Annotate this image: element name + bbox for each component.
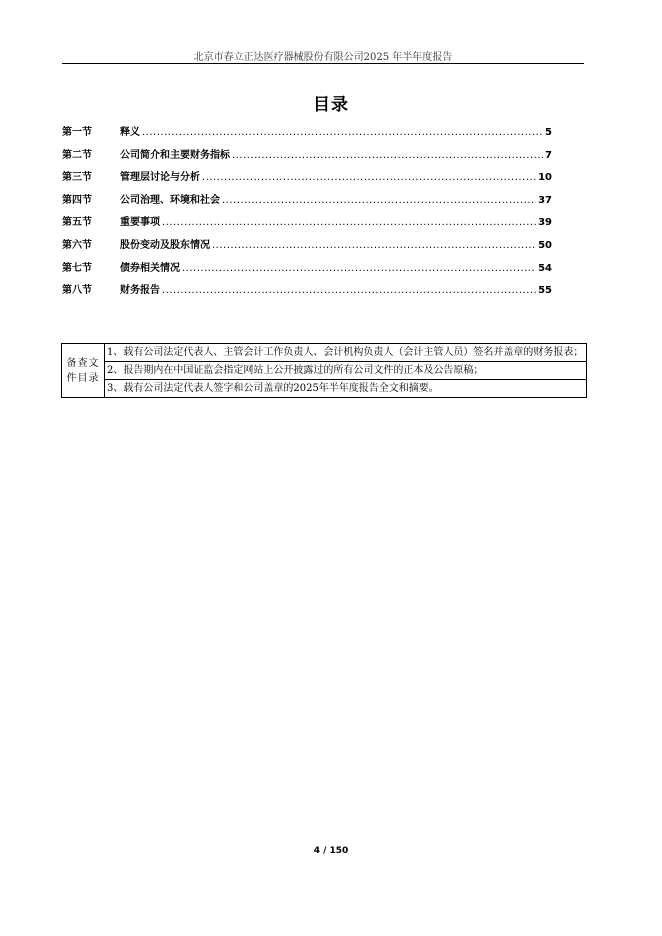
- toc-section-title: 债券相关情况: [120, 262, 180, 274]
- toc-page-number: 7: [545, 149, 552, 161]
- toc-entry[interactable]: [62, 258, 552, 281]
- toc-section-number: 第一节: [62, 127, 92, 138]
- toc-page-number: 50: [538, 239, 552, 251]
- page-number: 4 / 150: [313, 846, 349, 856]
- toc-page-number: 5: [545, 127, 552, 138]
- toc-dot-leader: [202, 167, 536, 190]
- table-row: [62, 362, 587, 380]
- toc-section-title: 股份变动及股东情况: [120, 239, 210, 251]
- toc-page-number: 39: [538, 217, 552, 229]
- toc-section-title: 财务报告: [120, 285, 160, 297]
- toc-title: 目录: [313, 95, 349, 115]
- toc-section-number: 第二节: [62, 149, 92, 161]
- toc-page-number: 55: [538, 285, 552, 297]
- toc-section-title: 公司简介和主要财务指标: [120, 149, 230, 161]
- toc-dot-leader: [182, 258, 536, 281]
- toc-page-number: 10: [538, 172, 552, 184]
- toc-section-number: 第三节: [62, 172, 92, 184]
- toc-dot-leader: [162, 212, 536, 235]
- toc-section-title: 管理层讨论与分析: [120, 172, 200, 184]
- toc-entry[interactable]: [62, 235, 552, 258]
- toc-page-number: 54: [538, 262, 552, 274]
- toc-section-number: 第五节: [62, 217, 92, 229]
- toc-section-title: 重要事项: [120, 217, 160, 229]
- table-row: [62, 344, 587, 362]
- running-header: 北京市春立正达医疗器械股份有限公司2025 年半年度报告: [193, 52, 453, 63]
- toc-entry[interactable]: [62, 145, 552, 168]
- toc-section-title: 公司治理、环境和社会: [120, 194, 220, 206]
- toc-section-number: 第六节: [62, 239, 92, 251]
- toc-entry[interactable]: [62, 167, 552, 190]
- reference-documents-table: [61, 343, 587, 398]
- toc-dot-leader: [142, 122, 543, 145]
- toc-entry[interactable]: [62, 190, 552, 213]
- table-of-contents: [62, 122, 552, 303]
- reference-doc-item: 3、载有公司法定代表人签字和公司盖章的2025年半年度报告全文和摘要。: [105, 380, 587, 398]
- toc-page-number: 37: [538, 194, 552, 206]
- reference-doc-item: 2、报告期内在中国证监会指定网站上公开披露过的所有公司文件的正本及公告原稿；: [105, 362, 587, 380]
- toc-dot-leader: [212, 235, 536, 258]
- toc-entry[interactable]: [62, 212, 552, 235]
- toc-section-number: 第八节: [62, 285, 92, 297]
- toc-dot-leader: [222, 190, 536, 213]
- toc-dot-leader: [232, 145, 543, 168]
- reference-doc-item: 1、载有公司法定代表人、主管会计工作负责人、会计机构负责人（会计主管人员）签名并盖章的财务报表；: [105, 344, 587, 362]
- toc-dot-leader: [162, 280, 536, 303]
- toc-section-number: 第四节: [62, 194, 92, 206]
- toc-entry[interactable]: [62, 280, 552, 303]
- table-row: [62, 380, 587, 398]
- reference-docs-label: 备查文件目录: [62, 344, 105, 398]
- toc-section-number: 第七节: [62, 262, 92, 274]
- toc-section-title: 释义: [120, 127, 140, 138]
- toc-entry[interactable]: [62, 122, 552, 145]
- header-divider: [62, 63, 584, 64]
